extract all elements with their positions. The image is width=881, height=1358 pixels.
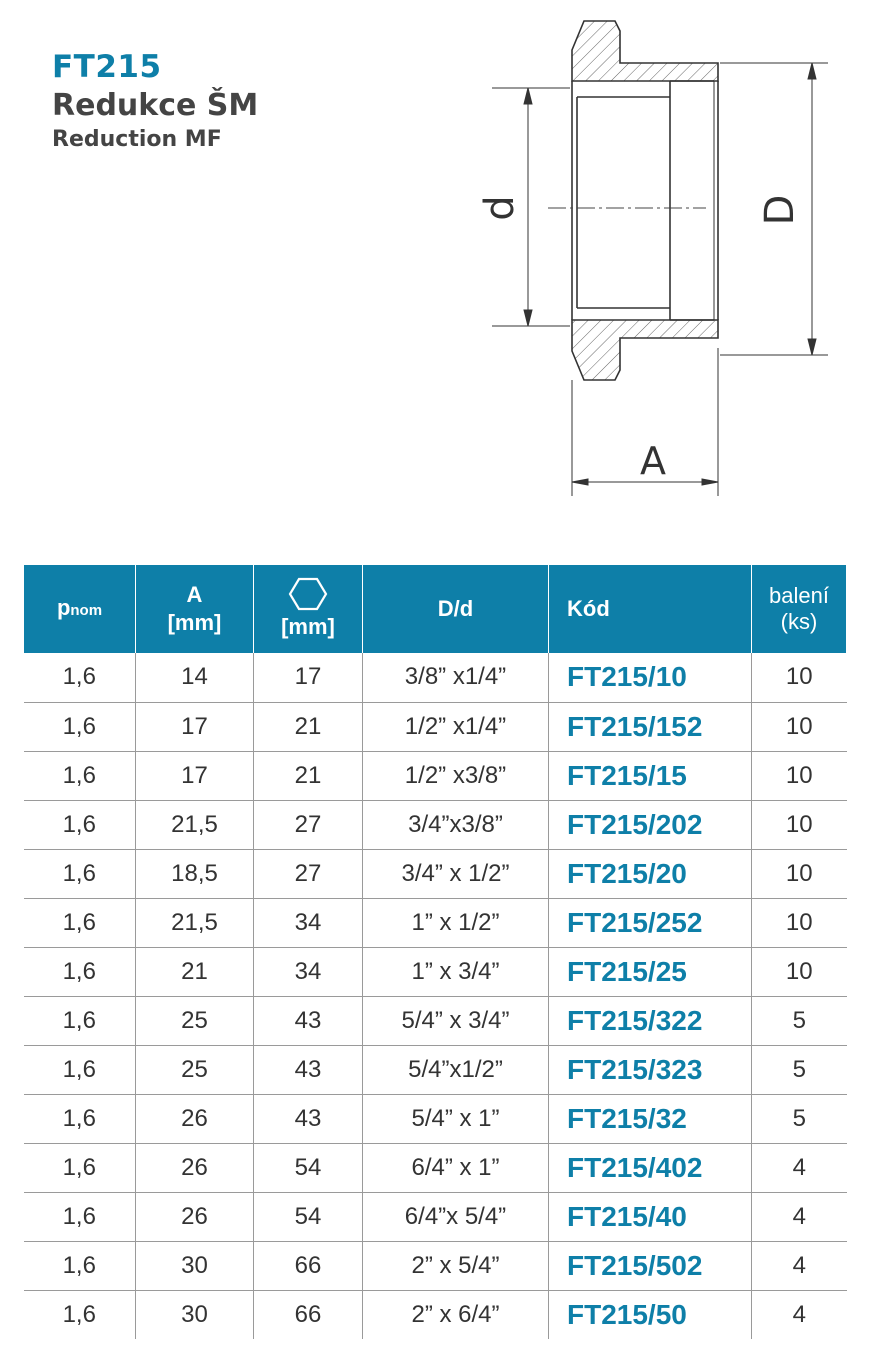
cell-hex: 43: [254, 1045, 363, 1094]
cell-kod: FT215/502: [549, 1241, 752, 1290]
cell-hex: 43: [254, 996, 363, 1045]
product-name-en: Reduction MF: [52, 127, 222, 152]
product-name-cz: Redukce ŠM: [52, 88, 259, 123]
cell-pnom: 1,6: [24, 702, 136, 751]
spec-table: [23, 565, 847, 1339]
cell-dd: 6/4” x 1”: [363, 1143, 549, 1192]
cell-kod: FT215/10: [549, 653, 752, 702]
header-a-line2: [mm]: [167, 610, 222, 635]
cell-baleni: 10: [752, 653, 847, 702]
cell-baleni: 10: [752, 898, 847, 947]
table-row: [24, 1192, 847, 1241]
cell-baleni: 4: [752, 1241, 847, 1290]
cell-a: 21: [136, 947, 254, 996]
header-baleni-line2: (ks): [780, 609, 818, 634]
cell-a: 26: [136, 1143, 254, 1192]
cell-kod: FT215/202: [549, 800, 752, 849]
cell-a: 26: [136, 1094, 254, 1143]
label-A: A: [640, 439, 666, 483]
cell-hex: 21: [254, 702, 363, 751]
table-row: [24, 800, 847, 849]
cell-baleni: 4: [752, 1143, 847, 1192]
cell-baleni: 10: [752, 751, 847, 800]
product-code-title: FT215: [52, 49, 162, 85]
cell-hex: 54: [254, 1192, 363, 1241]
cell-hex: 66: [254, 1290, 363, 1339]
header-hex-unit: [mm]: [281, 614, 335, 639]
header-hex: [254, 565, 363, 653]
cell-baleni: 10: [752, 702, 847, 751]
cell-hex: 66: [254, 1241, 363, 1290]
header-baleni-line1: balení: [769, 583, 829, 608]
table-row: [24, 702, 847, 751]
cell-pnom: 1,6: [24, 653, 136, 702]
title-block: [52, 48, 258, 154]
header-baleni: [752, 565, 847, 653]
cell-baleni: 5: [752, 1094, 847, 1143]
cell-pnom: 1,6: [24, 996, 136, 1045]
cell-a: 21,5: [136, 800, 254, 849]
cell-dd: 1/2” x3/8”: [363, 751, 549, 800]
cell-baleni: 5: [752, 1045, 847, 1094]
cell-dd: 3/4”x3/8”: [363, 800, 549, 849]
cell-dd: 1” x 1/2”: [363, 898, 549, 947]
header-pnom: [24, 565, 136, 653]
table-row: [24, 653, 847, 702]
cell-kod: FT215/25: [549, 947, 752, 996]
fitting-outline: [572, 21, 718, 380]
table-row: [24, 1290, 847, 1339]
cell-pnom: 1,6: [24, 898, 136, 947]
cell-a: 25: [136, 996, 254, 1045]
cell-hex: 34: [254, 947, 363, 996]
cell-a: 17: [136, 751, 254, 800]
cell-hex: 17: [254, 653, 363, 702]
technical-drawing: [470, 18, 870, 508]
table-row: [24, 1094, 847, 1143]
cell-pnom: 1,6: [24, 947, 136, 996]
cell-kod: FT215/20: [549, 849, 752, 898]
cell-a: 30: [136, 1290, 254, 1339]
header-kod: Kód: [549, 565, 752, 653]
cell-dd: 3/4” x 1/2”: [363, 849, 549, 898]
label-D: D: [757, 194, 803, 226]
cell-a: 14: [136, 653, 254, 702]
cell-kod: FT215/50: [549, 1290, 752, 1339]
table-row: [24, 1045, 847, 1094]
cell-dd: 5/4”x1/2”: [363, 1045, 549, 1094]
cell-a: 26: [136, 1192, 254, 1241]
cell-pnom: 1,6: [24, 1094, 136, 1143]
table-row: [24, 996, 847, 1045]
cell-kod: FT215/40: [549, 1192, 752, 1241]
cell-dd: 2” x 5/4”: [363, 1241, 549, 1290]
table-header-row: [24, 565, 847, 653]
label-d: d: [477, 195, 523, 221]
table-row: [24, 751, 847, 800]
header-dd: D/d: [363, 565, 549, 653]
cell-dd: 6/4”x 5/4”: [363, 1192, 549, 1241]
cell-kod: FT215/152: [549, 702, 752, 751]
cell-dd: 1/2” x1/4”: [363, 702, 549, 751]
cell-pnom: 1,6: [24, 1192, 136, 1241]
cell-pnom: 1,6: [24, 1241, 136, 1290]
cell-hex: 43: [254, 1094, 363, 1143]
cell-dd: 3/8” x1/4”: [363, 653, 549, 702]
cell-baleni: 4: [752, 1192, 847, 1241]
table-row: [24, 947, 847, 996]
cell-pnom: 1,6: [24, 800, 136, 849]
cell-a: 25: [136, 1045, 254, 1094]
table-row: [24, 1241, 847, 1290]
cell-baleni: 10: [752, 947, 847, 996]
cell-dd: 5/4” x 3/4”: [363, 996, 549, 1045]
cell-pnom: 1,6: [24, 849, 136, 898]
cell-hex: 27: [254, 849, 363, 898]
cell-baleni: 5: [752, 996, 847, 1045]
cell-hex: 27: [254, 800, 363, 849]
header-pnom-main: p: [56, 594, 71, 620]
cell-baleni: 10: [752, 849, 847, 898]
header-a: [136, 565, 254, 653]
cell-kod: FT215/15: [549, 751, 752, 800]
table-row: [24, 898, 847, 947]
header-a-line1: A: [186, 582, 203, 607]
cell-kod: FT215/322: [549, 996, 752, 1045]
cell-hex: 21: [254, 751, 363, 800]
cell-pnom: 1,6: [62, 1300, 96, 1328]
cell-hex: 54: [254, 1143, 363, 1192]
cell-dd: 5/4” x 1”: [363, 1094, 549, 1143]
cell-hex: 34: [254, 898, 363, 947]
cell-a: 21,5: [136, 898, 254, 947]
table-row: [24, 849, 847, 898]
cell-pnom: 1,6: [24, 751, 136, 800]
cell-dd: 2” x 6/4”: [363, 1290, 549, 1339]
cell-kod: FT215/402: [549, 1143, 752, 1192]
cell-a: 17: [136, 702, 254, 751]
cell-kod: FT215/252: [549, 898, 752, 947]
cell-kod: FT215/32: [549, 1094, 752, 1143]
cell-a: 30: [136, 1241, 254, 1290]
cell-pnom: 1,6: [24, 1143, 136, 1192]
cell-kod: FT215/323: [549, 1045, 752, 1094]
cell-baleni: 4: [752, 1290, 847, 1339]
table-row: [24, 1143, 847, 1192]
hexagon-icon: [288, 577, 328, 611]
header-pnom-sub: nom: [70, 601, 103, 619]
cell-a: 18,5: [136, 849, 254, 898]
cell-dd: 1” x 3/4”: [363, 947, 549, 996]
table-body: [24, 653, 847, 1339]
cell-pnom: 1,6: [24, 1045, 136, 1094]
cell-baleni: 10: [752, 800, 847, 849]
